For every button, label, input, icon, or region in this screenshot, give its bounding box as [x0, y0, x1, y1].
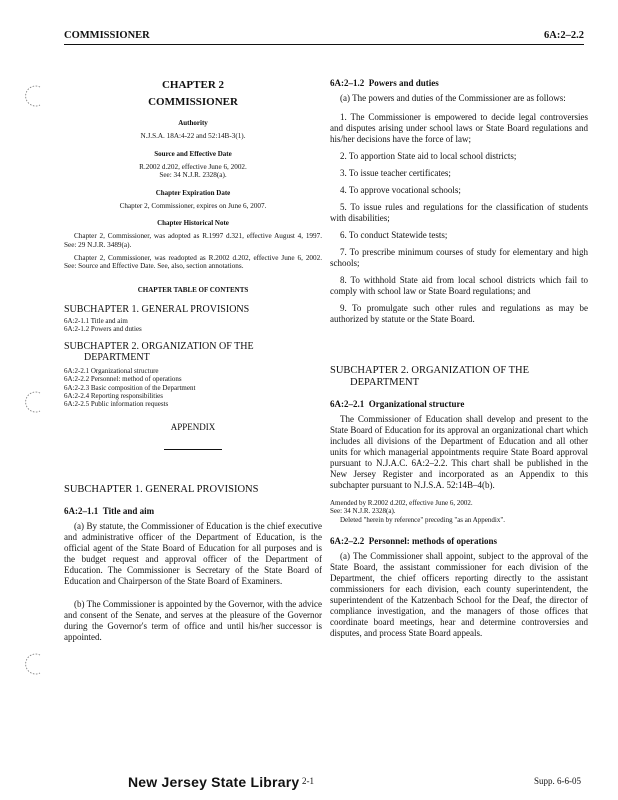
source-line: R.2002 d.202, effective June 6, 2002.	[139, 162, 247, 171]
source-heading: Source and Effective Date	[154, 149, 232, 158]
section-paragraph: (a) The powers and duties of the Commissioner are as follows:	[340, 93, 566, 103]
section-number: 6A:2–1.1	[64, 506, 99, 517]
section-paragraph: The Commissioner of Education shall develop and present to the State Board of Education for its approval an organizational chart which includes all divisions of the Department of Education and all other units for which managerial appointments require State Board approval pursuant to N.J.A.C. 6A:2–2.2. This chart shall be published in the New Jersey Register and incorporated as an Appendix to this subchapter pursuant to N.J.S.A. 52:14B–4(b).	[330, 414, 588, 490]
section-number: 6A:2–2.2	[330, 536, 365, 547]
section-number: 6A:2–2.1	[330, 399, 365, 409]
list-item: 2. To apportion State aid to local school districts;	[340, 151, 517, 161]
toc-item[interactable]: 6A:2-1.2 Powers and duties	[64, 324, 142, 333]
source-line: See: 34 N.J.R. 2328(a).	[159, 171, 227, 180]
section-heading	[330, 536, 588, 547]
section-heading	[330, 78, 588, 89]
expiration-heading: Chapter Expiration Date	[155, 188, 231, 197]
section-paragraph: (b) The Commissioner is appointed by the Governor, with the advice and consent of the Senate, and serves at the pleasure of the Governor during the Governor's term of office and until his/her successor is appointed.	[64, 599, 322, 643]
authority-heading: Authority	[178, 119, 208, 127]
toc-subchapter-heading-cont: DEPARTMENT	[84, 352, 150, 364]
section-paragraph: (a) The Commissioner shall appoint, subject to the approval of the State Board, the assistant commissioner for each division of the Department, the chief officers reporting directly to the assistant commissioners for each division, each county superintendent, the superintendent of the Katzenbach School for the Deaf, the director of compliance investigation, and the managers of those offices that coordinate board meetings, hear and determine controversies and disputes, and process State Board appeals.	[330, 551, 588, 639]
chapter-title: COMMISSIONER	[148, 96, 238, 108]
history-heading: Chapter Historical Note	[157, 219, 229, 228]
appendix-link[interactable]: APPENDIX	[170, 422, 216, 433]
toc-heading: CHAPTER TABLE OF CONTENTS	[137, 285, 249, 294]
toc-list	[64, 367, 322, 408]
amendment-note: Deleted "herein by reference" preceding "as an Appendix".	[340, 515, 505, 524]
section-number: 6A:2–1.2	[330, 78, 365, 88]
toc-list	[64, 317, 322, 333]
header-title: COMMISSIONER	[64, 30, 150, 41]
divider-rule	[164, 449, 222, 450]
chapter-label: CHAPTER 2	[161, 79, 225, 91]
header-section-range: 6A:2–2.2	[544, 30, 584, 41]
subchapter-1-heading: SUBCHAPTER 1. GENERAL PROVISIONS	[64, 484, 259, 496]
section-heading	[330, 399, 588, 410]
list-item: 7. To prescribe minimum courses of study for elementary and high schools;	[330, 247, 588, 268]
toc-item[interactable]: 6A:2-2.5 Public information requests	[64, 399, 169, 408]
toc-item[interactable]: 6A:2-2.3 Basic composition of the Department	[64, 383, 196, 392]
powers-list	[330, 112, 588, 325]
list-item: 4. To approve vocational schools;	[340, 185, 461, 195]
section-heading	[64, 506, 322, 517]
list-item: 6. To conduct Statewide tests;	[340, 230, 448, 240]
subchapter-2-heading: SUBCHAPTER 2. ORGANIZATION OF THE	[330, 365, 530, 376]
right-column	[330, 62, 588, 645]
list-item: 3. To issue teacher certificates;	[340, 168, 451, 178]
subchapter-2-heading-cont: DEPARTMENT	[350, 377, 419, 388]
amendment-note: Amended by R.2002 d.202, effective June 6, 2002.	[330, 499, 473, 507]
toc-item[interactable]: 6A:2-1.1 Title and aim	[64, 316, 128, 325]
page-number: 2-1	[302, 776, 314, 786]
section-title: Powers and duties	[368, 78, 439, 88]
expiration-text: Chapter 2, Commissioner, expires on June 6, 2007.	[119, 201, 267, 210]
toc-item[interactable]: 6A:2-2.4 Reporting responsibilities	[64, 391, 163, 400]
binder-hole-mark-icon	[22, 652, 46, 676]
section-title: Title and aim	[102, 506, 155, 517]
list-item: 8. To withhold State aid from local school districts which fail to comply with school law or State Board regulations; and	[330, 275, 588, 296]
binder-hole-mark-icon	[22, 390, 46, 414]
toc-subchapter-heading: SUBCHAPTER 2. ORGANIZATION OF THE	[64, 341, 254, 353]
section-title: Organizational structure	[368, 399, 465, 409]
list-item: 5. To issue rules and regulations for the classification of students with disabilities;	[330, 202, 588, 223]
page-footer	[0, 770, 618, 792]
history-paragraph: Chapter 2, Commissioner, was readopted as R.2002 d.202, effective June 6, 2002. See: Source and Effective Date. See, also, section annotations.	[64, 253, 322, 271]
section-paragraph: (a) By statute, the Commissioner of Education is the chief executive and administrative officer of the Department of Education, is the official agent of the State Board of Education for all purposes and is the budget request and approval officer of the Department of Education. The Commissioner is Secretary of the State Board of Education and Chairperson of the State Board of Examiners.	[64, 521, 322, 587]
authority-text: N.J.S.A. 18A:4-22 and 52:14B-3(1).	[140, 132, 246, 140]
amendment-note: See: 34 N.J.R. 2328(a).	[330, 507, 396, 516]
toc-item[interactable]: 6A:2-2.1 Organizational structure	[64, 367, 159, 376]
supplement-date: Supp. 6-6-05	[534, 776, 581, 786]
list-item: 9. To promulgate such other rules and regulations as may be authorized by statute or the State Board.	[330, 303, 588, 324]
list-item: 1. The Commissioner is empowered to decide legal controversies and disputes arising under school laws or State Board regulations and his/her decisions have the force of law;	[330, 112, 588, 144]
running-header	[64, 30, 584, 45]
library-watermark: New Jersey State Library	[128, 774, 300, 790]
toc-subchapter-heading: SUBCHAPTER 1. GENERAL PROVISIONS	[64, 303, 250, 315]
toc-item[interactable]: 6A:2-2.2 Personnel: method of operations	[64, 375, 182, 384]
history-paragraph: Chapter 2, Commissioner, was adopted as R.1997 d.321, effective August 4, 1997. See: 29 N.J.R. 3489(a).	[64, 232, 322, 249]
section-title: Personnel: methods of operations	[368, 536, 497, 547]
left-column	[64, 62, 322, 649]
binder-hole-mark-icon	[22, 84, 46, 108]
